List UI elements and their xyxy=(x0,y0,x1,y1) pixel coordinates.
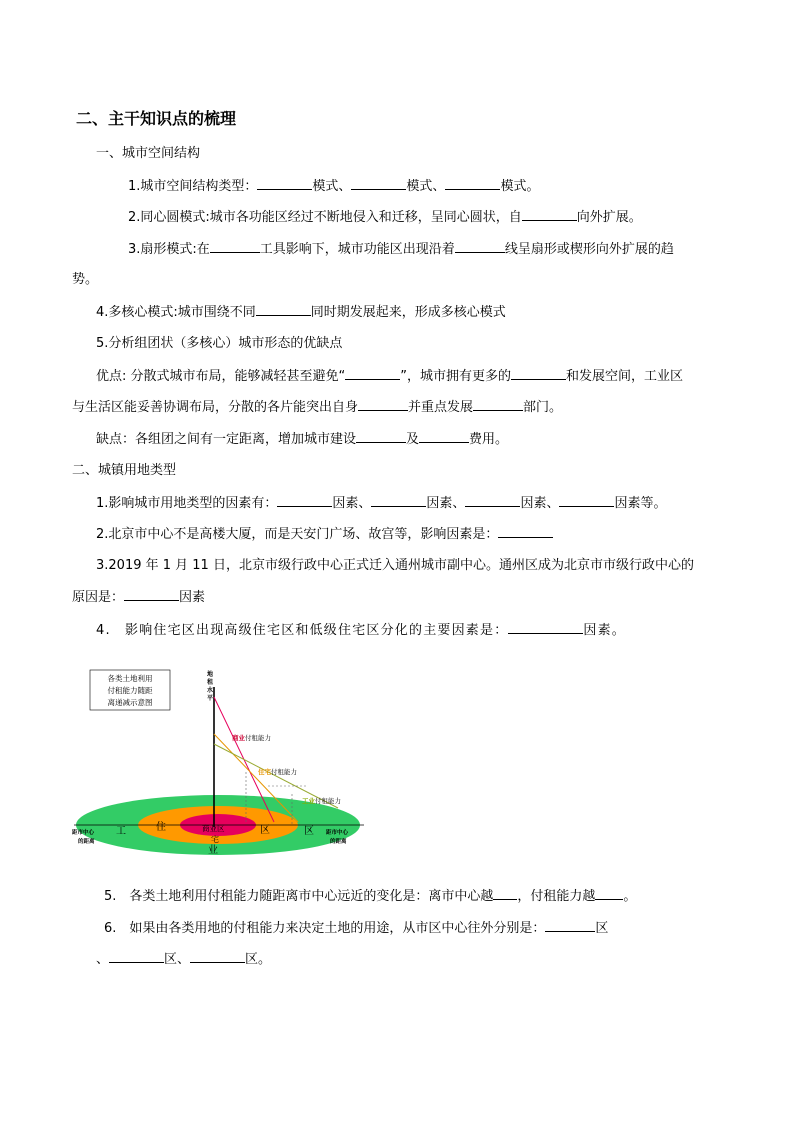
left-axis-label-2: 的距离 xyxy=(78,839,95,845)
legend-line-3: 离递减示意图 xyxy=(107,698,153,707)
answer-blank[interactable] xyxy=(256,303,311,316)
part2-heading: 二、城镇用地类型 xyxy=(72,463,177,478)
p1-q1: 1.城市空间结构类型： 模式、 模式、 模式。 xyxy=(128,179,540,194)
ring-label-ye: 业 xyxy=(208,845,218,856)
p2-q6-line2: 、 区、 区。 xyxy=(96,952,272,967)
p2-q1: 1.影响城市用地类型的因素有： 因素、 因素、 因素、 因素等。 xyxy=(96,496,667,511)
commercial-label: 商业付租能力 xyxy=(232,734,271,742)
answer-blank[interactable] xyxy=(508,621,583,634)
p1-q4: 4.多核心模式:城市围绕不同 同时期发展起来，形成多核心模式 xyxy=(96,305,506,320)
p2-q3-line2: 原因是： 因素 xyxy=(72,590,206,605)
answer-blank[interactable] xyxy=(595,887,623,900)
answer-blank[interactable] xyxy=(190,950,245,963)
answer-blank[interactable] xyxy=(109,950,164,963)
legend-line-1: 各类土地利用 xyxy=(107,674,153,683)
center-label: 商业区 xyxy=(202,824,225,833)
ring-label-zhu: 住 xyxy=(156,822,166,833)
ring-label-qu-2: 区 xyxy=(304,826,314,837)
pros-line1: 优点: 分散式城市布局，能够减轻甚至避免“ ”，城市拥有更多的 和发展空间，工业区 xyxy=(96,369,684,384)
answer-blank[interactable] xyxy=(465,494,520,507)
answer-blank[interactable] xyxy=(522,208,577,221)
answer-blank[interactable] xyxy=(210,240,260,253)
p1-q3: 3.扇形模式:在 工具影响下，城市功能区出现沿着 线呈扇形或楔形向外扩展的趋 xyxy=(128,242,674,257)
answer-blank[interactable] xyxy=(493,887,517,900)
pros-line2: 与生活区能妥善协调布局，分散的各片能突出自身 并重点发展 部门。 xyxy=(72,400,563,415)
answer-blank[interactable] xyxy=(358,398,408,411)
p2-q6-line1: 6. 如果由各类用地的付租能力来决定土地的用途，从市区中心往外分别是： 区 xyxy=(104,921,609,936)
answer-blank[interactable] xyxy=(356,430,406,443)
answer-blank[interactable] xyxy=(545,919,595,932)
p1-q3-cont: 势。 xyxy=(72,272,99,287)
left-axis-label-1: 距市中心 xyxy=(72,830,95,836)
right-axis-label-1: 距市中心 xyxy=(326,830,349,836)
ring-label-gong: 工 xyxy=(116,826,126,837)
y-axis-char-2: 租 xyxy=(207,679,214,686)
answer-blank[interactable] xyxy=(257,177,312,190)
p2-q3-line1: 3.2019 年 1 月 11 日，北京市级行政中心正式迁入通州城市副中心。通州区成为北京市市级行政中心的 xyxy=(96,558,694,573)
answer-blank[interactable] xyxy=(455,240,505,253)
answer-blank[interactable] xyxy=(445,177,500,190)
answer-blank[interactable] xyxy=(498,525,553,538)
residential-label: 住宅付租能力 xyxy=(258,768,297,776)
y-axis-char-1: 地 xyxy=(207,671,214,678)
p1-q5: 5.分析组团状（多核心）城市形态的优缺点 xyxy=(96,336,343,351)
answer-blank[interactable] xyxy=(419,430,469,443)
cons-line: 缺点：各组团之间有一定距离，增加城市建设 及 费用。 xyxy=(96,432,509,447)
p2-q4: 4. 影响住宅区出现高级住宅区和低级住宅区分化的主要因素是： 因素。 xyxy=(96,623,627,638)
land-rent-diagram xyxy=(68,662,368,862)
p1-q2: 2.同心圆模式:城市各功能区经过不断地侵入和迁移，呈同心圆状，自 向外扩展。 xyxy=(128,210,642,225)
answer-blank[interactable] xyxy=(277,494,332,507)
answer-blank[interactable] xyxy=(351,177,406,190)
answer-blank[interactable] xyxy=(345,367,400,380)
ring-label-zhai: 宅 xyxy=(211,835,219,844)
y-axis-char-3: 水 xyxy=(207,687,214,694)
answer-blank[interactable] xyxy=(371,494,426,507)
part1-heading: 一、城市空间结构 xyxy=(96,146,201,161)
p2-q5: 5. 各类土地利用付租能力随距离市中心远近的变化是：离市中心越 ，付租能力越 。 xyxy=(104,889,637,904)
p2-q2: 2.北京市中心不是高楼大厦，而是天安门广场、故宫等，影响因素是： xyxy=(96,525,553,544)
answer-blank[interactable] xyxy=(473,398,523,411)
right-axis-label-2: 的距离 xyxy=(330,839,347,845)
industrial-label: 工业付租能力 xyxy=(302,797,341,805)
answer-blank[interactable] xyxy=(559,494,614,507)
section-title: 二、主干知识点的梳理 xyxy=(76,109,237,128)
legend-line-2: 付租能力随距 xyxy=(107,686,153,695)
answer-blank[interactable] xyxy=(124,588,179,601)
y-axis-char-4: 平 xyxy=(207,695,214,702)
answer-blank[interactable] xyxy=(511,367,566,380)
ring-label-qu-1: 区 xyxy=(260,825,270,836)
